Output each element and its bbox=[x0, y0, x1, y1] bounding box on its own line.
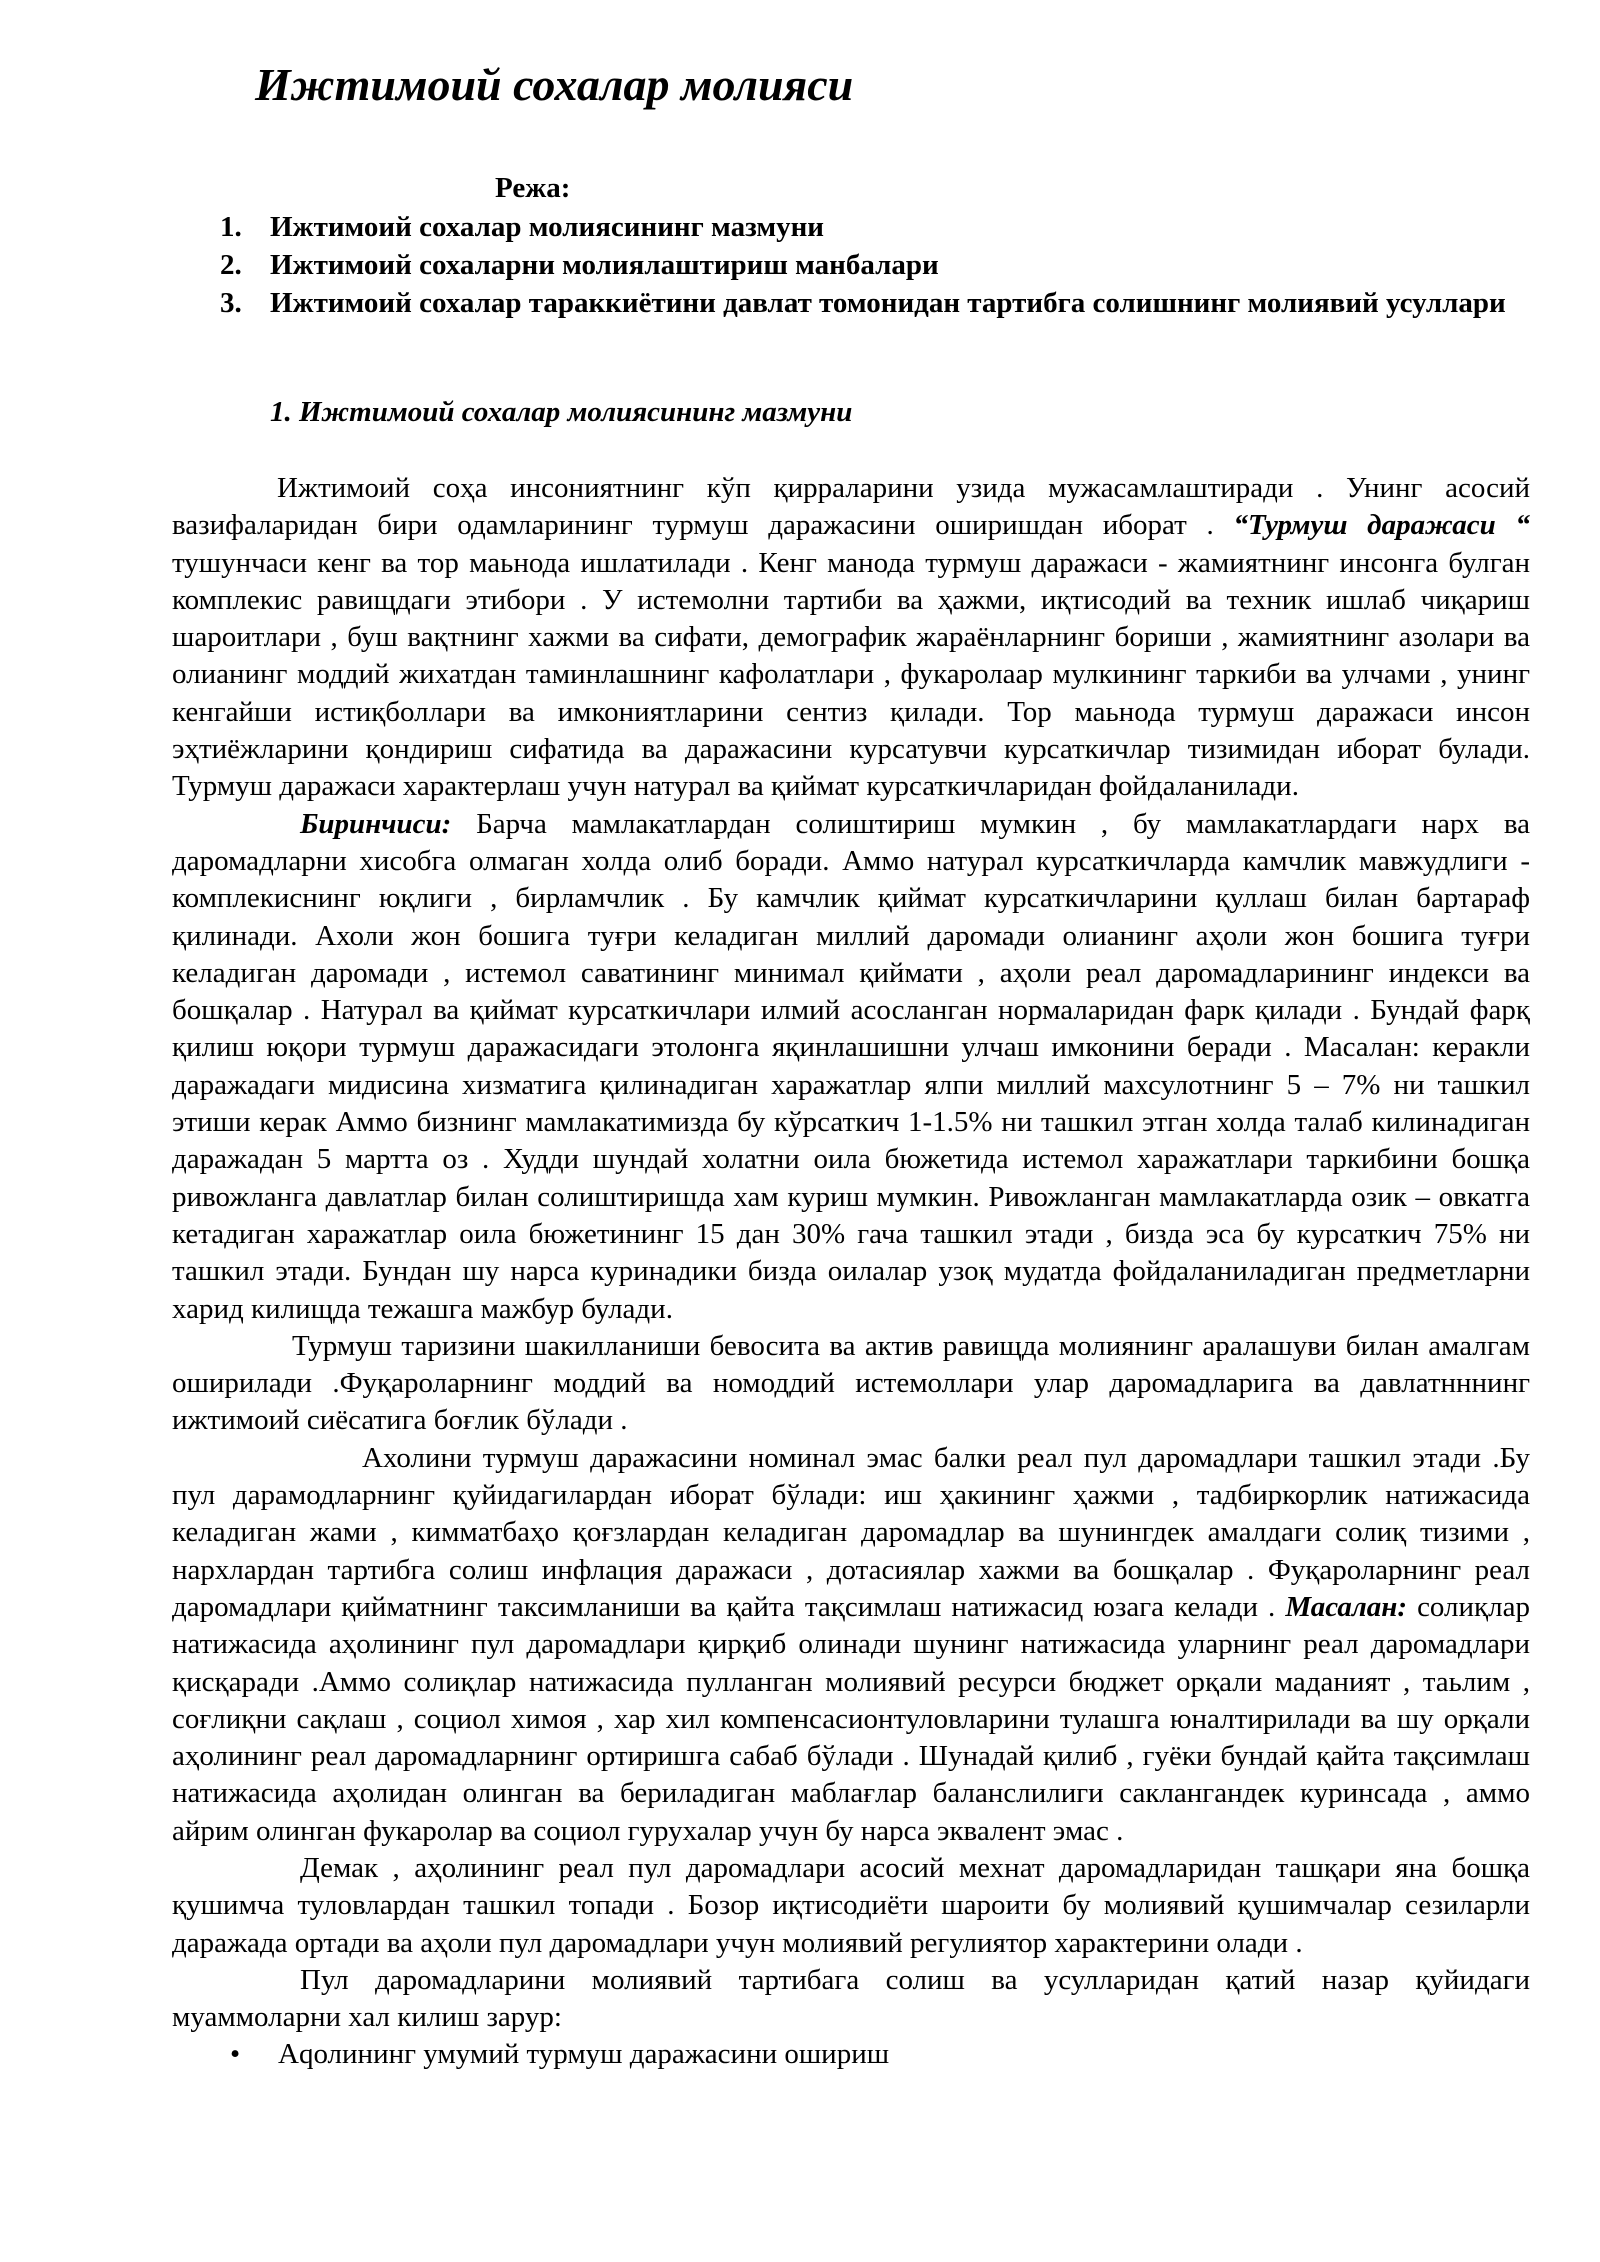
plan-item-text: Ижтимоий сохалар тараккиётини давлат томонидан тартибга солишнинг молиявий усуллари bbox=[270, 287, 1506, 319]
paragraph-4 bbox=[172, 1440, 1530, 1850]
plan-item-number: 3. bbox=[220, 287, 242, 319]
plan-item-text: Ижтимоий сохаларни молиялаштириш манбалари bbox=[270, 249, 939, 281]
paragraph-2 bbox=[172, 806, 1530, 1328]
emphasis-term: Масалан: bbox=[1285, 1590, 1407, 1623]
section-heading: 1. Ижтимоий сохалар молиясининг мазмуни bbox=[270, 396, 853, 428]
plan-item-number: 1. bbox=[220, 211, 242, 243]
bullet-item bbox=[172, 2036, 1530, 2073]
document-title: Ижтимоий сохалар молияси bbox=[255, 59, 854, 110]
plan-item bbox=[210, 208, 1530, 246]
paragraph-text: Ахолини турмуш даражасини номинал эмас балки реал пул даромадлари ташкил этади .Бу пул дарамодларнинг қуйидагилардан иборат бўлади: иш ҳакининг ҳажми , тадбиркорлик натижасида келадиган жами , кимматбаҳо қоғзлардан келадиган даромадлар ва шунингдек амалдаги солиқ тизими , нархлардан тартибга солиш инфлация даражаси , дотасиялар хажми ва бошқалар . Фуқароларнинг реал даромадлари қийматнинг таксимланиши ва қайта тақсимлаш натижасид юзага келади . bbox=[172, 1441, 1530, 1623]
plan-item-text: Ижтимоий сохалар молиясининг мазмуни bbox=[270, 211, 825, 243]
paragraph-6: Пул даромадларини молиявий тартибага солиш ва усулларидан қатий назар қуйидаги муаммоларни хал килиш зарур: bbox=[172, 1963, 1530, 2034]
paragraph-text: тушунчаси кенг ва тор маьнода ишлатилади . Кенг манода турмуш даражаси - жамиятнинг инсонга булган комплекис равищдаги этибори . У истемолни тартиби ва ҳажми, иқтисодий ва техник ишлаб чиқариш шароитлари , буш вақтнинг хажми ва сифати, демографик жараёнларнинг бориши , жамиятнинг азолари ва олианинг моддий жихатдан таминлашнинг кафолатлари , фукаролаар мулкининг таркиби ва улчами , унинг кенгайши истиқболлари ва имкониятларини сентиз қилади. Тор маьнода турмуш даражаси инсон эҳтиёжларини қондириш сифатида ва даражасини курсатувчи курсаткичлар тизимидан иборат булади. Турмуш даражаси характерлаш учун натурал ва қиймат курсаткичларидан фойдаланилади. bbox=[172, 546, 1530, 803]
section-body bbox=[172, 470, 1530, 2074]
plan-item bbox=[210, 246, 1530, 284]
bullet-list bbox=[172, 2036, 1530, 2073]
paragraph-text: солиқлар натижасида аҳолининг пул даромадлари қирқиб олинади шунинг натижасида уларнинг реал даромадлари қисқаради .Аммо солиқлар натижасида пулланган молиявий ресурси бюджет орқали маданият , таьлим , соғлиқни сақлаш , социол химоя , хар хил компенсасионтуловларини тулашга юналтирилади ва шу орқали аҳолининг реал даромадларнинг ортиришга сабаб бўлади . Шунадай қилиб , гуёки бундай қайта тақсимлаш натижасида аҳолидан олинган ва бериладиган маблағлар баланслилиги саклангандек куринсада , аммо айрим олинган фукаролар ва социол гурухалар учун бу нарса эквалент эмас . bbox=[172, 1590, 1530, 1847]
emphasis-term: Биринчиси: bbox=[300, 807, 452, 840]
bullet-icon: • bbox=[230, 2038, 241, 2071]
plan-item-number: 2. bbox=[220, 249, 242, 281]
paragraph-text: Барча мамлакатлардан солиштириш мумкин , бу мамлакатлардаги нарх ва даромадларни хисобга олмаган холда олиб боради. Аммо натурал курсаткичларда камчлик мавжудлиги - комплекиснинг юқлиги , бирламчлик . Бу камчлик қиймат курсаткичларини қуллаш билан бартараф қилинади. Ахоли жон бошига туғри келадиган миллий даромади олианинг аҳоли жон бошига туғри келадиган даромади , истемол саватининг минимал қиймати , аҳоли реал даромадларининг индекси ва бошқалар . Натурал ва қиймат курсаткичлари илмий асосланган нормаларидан фарк қилади . Бундай фарқ қилиш юқори турмуш даражасидаги этолонга яқинлашишни улчаш имконини беради . Масалан: керакли даражадаги мидисина хизматига қилинадиган харажатлар ялпи миллий махсулотнинг 5 – 7% ни ташкил этиши керак Аммо бизнинг мамлакатимизда бу кўрсаткич 1-1.5% ни ташкил этган холда талаб килинадиган даражадан 5 мартта оз . Худди шундай холатни оила бюжетида истемол харажатлари таркибини бошқа ривожланга давлатлар билан солиштиришда хам куриш мумкин. Ривожланган мамлакатларда озик – овкатга кетадиган харажатлар оила бюжетининг 15 дан 30% гача ташкил этади , бизда эса бу курсаткич 75% ни ташкил этади. Бундан шу нарса куринадики бизда оилалар узоқ мудатда фойдаланиладиган предметларни харид килищда тежашга мажбур булади. bbox=[172, 807, 1530, 1325]
plan-item bbox=[210, 284, 1530, 322]
paragraph-1 bbox=[172, 470, 1530, 806]
paragraph-5: Демак , аҳолининг реал пул даромадлари асосий мехнат даромадларидан ташқари яна бошқа қушимча туловлардан ташкил топади . Бозор иқтисодиёти шароити бу молиявий қушимчалар сезиларли даражада ортади ва аҳоли пул даромадлари учун молиявий регулиятор характерини олади . bbox=[172, 1851, 1530, 1959]
emphasis-term: “Турмуш даражаси “ bbox=[1233, 509, 1531, 542]
plan-heading: Режа: bbox=[495, 172, 571, 204]
paragraph-text: Ижтимоий соҳа инсониятнинг кўп қирраларини узида мужасамлаштиради . Унинг асосий вазифаларидан бири одамларининг турмуш даражасини оширишдан иборат . bbox=[172, 472, 1530, 542]
bullet-text: Аqолининг умумий турмуш даражасини ошириш bbox=[278, 2038, 890, 2071]
plan-list bbox=[210, 208, 1530, 322]
paragraph-3: Турмуш таризини шакилланиши бевосита ва актив равищда молиянинг аралашуви билан амалгам оширилади .Фуқароларнинг моддий ва номоддий истемоллари улар даромадларига ва давлатнннинг ижтимоий сиёсатига боғлик бўлади . bbox=[172, 1329, 1530, 1437]
